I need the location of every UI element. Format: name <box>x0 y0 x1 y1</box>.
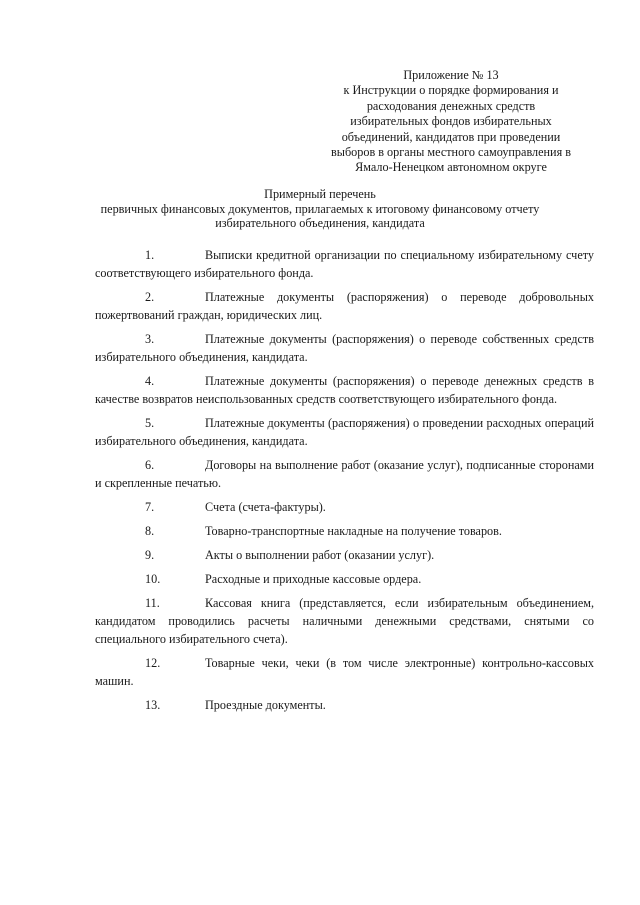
list-item-text: Выписки кредитной организации по специальному избирательному счету соответствующего избирательного фонда. <box>95 248 594 280</box>
list-item <box>95 288 594 324</box>
list-item <box>95 654 594 690</box>
list-item-number: 5. <box>145 416 155 430</box>
list-item <box>95 246 594 282</box>
list-item <box>95 570 594 588</box>
list-item-text: Расходные и приходные кассовые ордера. <box>205 572 422 586</box>
appendix-line: Ямало-Ненецком автономном округе <box>355 160 547 175</box>
list-item <box>95 522 594 540</box>
list-item-number: 13. <box>145 698 161 712</box>
list-item <box>95 546 594 564</box>
list-item-text: Проездные документы. <box>205 698 326 712</box>
document-list <box>95 246 594 714</box>
list-item-number: 12. <box>145 656 161 670</box>
list-item-text: Акты о выполнении работ (оказании услуг). <box>205 548 435 562</box>
list-item-number: 1. <box>145 248 155 262</box>
list-item-text: Платежные документы (распоряжения) о проведении расходных операций избирательного объединения, кандидата. <box>95 416 594 448</box>
list-item-number: 4. <box>145 374 155 388</box>
list-item-text: Товарно-транспортные накладные на получение товаров. <box>205 524 502 538</box>
document-title <box>70 187 570 231</box>
appendix-line: избирательных фондов избирательных <box>350 114 552 129</box>
appendix-header <box>320 68 582 176</box>
list-item-number: 10. <box>145 572 161 586</box>
list-item <box>95 372 594 408</box>
list-item <box>95 414 594 450</box>
appendix-line: к Инструкции о порядке формирования и <box>343 83 559 98</box>
list-item-number: 2. <box>145 290 155 304</box>
appendix-line: объединений, кандидатов при проведении <box>341 129 561 144</box>
list-item-text: Товарные чеки, чеки (в том числе электронные) контрольно-кассовых машин. <box>95 656 594 688</box>
title-line-1: Примерный перечень <box>264 187 376 201</box>
list-item <box>95 330 594 366</box>
appendix-line: расходования денежных средств <box>366 98 536 113</box>
title-line-3: избирательного объединения, кандидата <box>215 216 425 231</box>
list-item <box>95 696 594 714</box>
list-item-text: Платежные документы (распоряжения) о переводе добровольных пожертвований граждан, юридических лиц. <box>95 290 594 322</box>
list-item <box>95 456 594 492</box>
list-item <box>95 594 594 648</box>
list-item-number: 3. <box>145 332 155 346</box>
list-item-number: 11. <box>145 596 160 610</box>
list-item-text: Кассовая книга (представляется, если избирательным объединением, кандидатом проводились расчеты наличными денежными средствами, снятыми со специального избирательного счета). <box>95 596 594 646</box>
list-item-text: Платежные документы (распоряжения) о переводе денежных средств в качестве возвратов неиспользованных средств соответствующего избирательного фонда. <box>95 374 594 406</box>
appendix-line: Приложение № 13 <box>403 68 499 82</box>
list-item-text: Платежные документы (распоряжения) о переводе собственных средств избирательного объединения, кандидата. <box>95 332 594 364</box>
list-item-text: Договоры на выполнение работ (оказание услуг), подписанные сторонами и скрепленные печатью. <box>95 458 594 490</box>
list-item-number: 6. <box>145 458 155 472</box>
list-item-text: Счета (счета-фактуры). <box>205 500 326 514</box>
appendix-line: выборов в органы местного самоуправления в <box>331 145 571 160</box>
title-line-2: первичных финансовых документов, прилагаемых к итоговому финансовому отчету <box>100 201 540 216</box>
list-item <box>95 498 594 516</box>
list-item-number: 7. <box>145 500 155 514</box>
list-item-number: 8. <box>145 524 155 538</box>
list-item-number: 9. <box>145 548 155 562</box>
